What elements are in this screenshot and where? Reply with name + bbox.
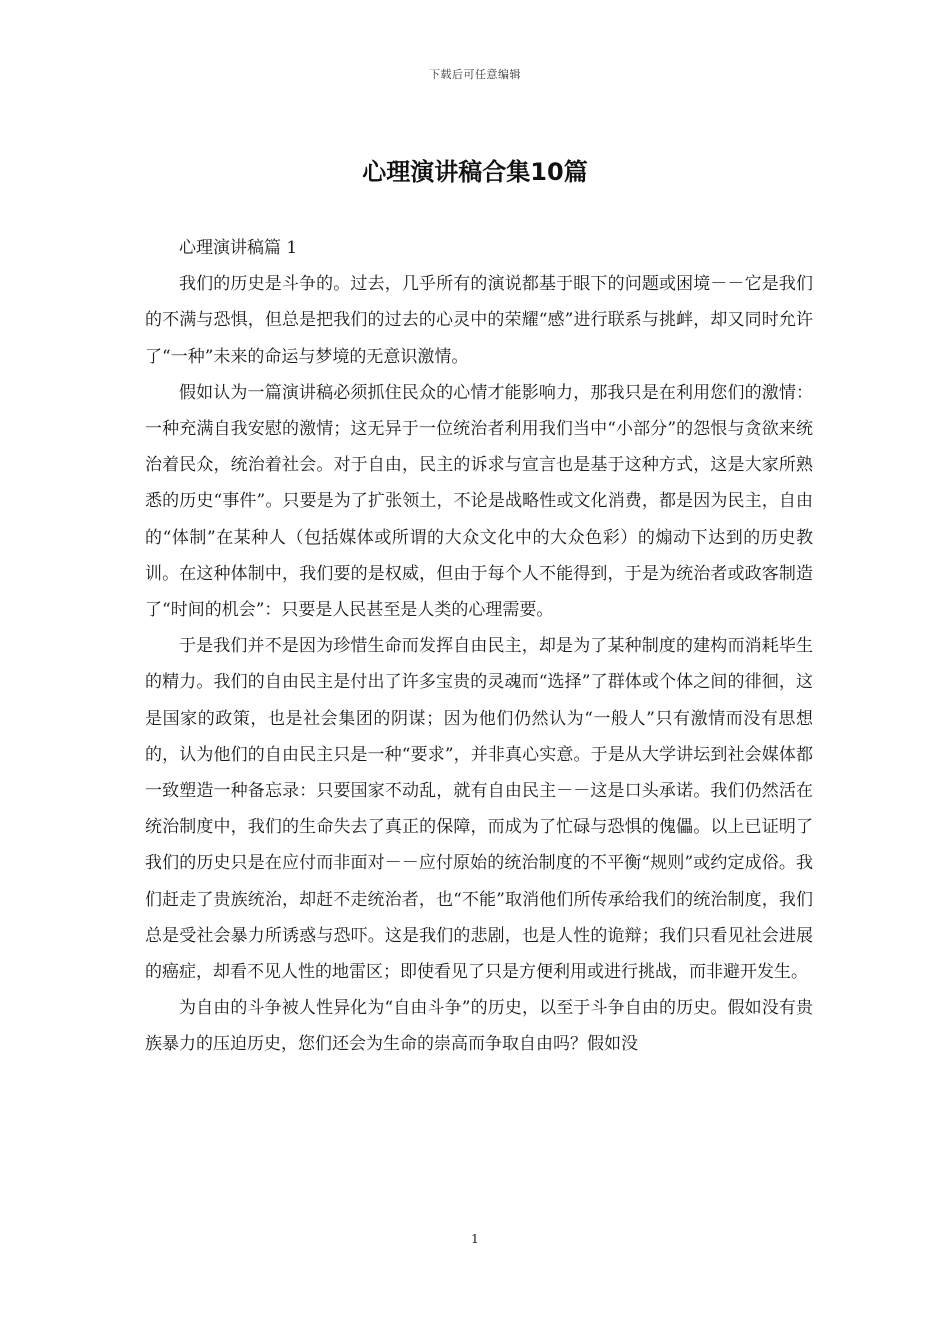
paragraph: 为自由的斗争被人性异化为“自由斗争”的历史，以至于斗争自由的历史。假如没有贵族暴力的压迫历史，您们还会为生命的崇高而争取自由吗？假如没 (145, 998, 813, 1055)
header-note: 下载后可任意编辑 (429, 68, 521, 81)
paragraph: 假如认为一篇演讲稿必须抓住民众的心情才能影响力，那我只是在利用您们的激情：一种充满自我安慰的激情；这无异于一位统治者利用我们当中“小部分”的怨恨与贪欲来统治着民众，统治着社会。对于自由，民主的诉求与宣言也是基于这种方式，这是大家所熟悉的历史“事件”。只要是为了扩张领土，不论是战略性或文化消费，都是因为民主，自由的“体制”在某种人（包括媒体或所谓的大众文化中的大众色彩）的煽动下达到的历史教训。在这种体制中，我们要的是权威，但由于每个人不能得到，于是为统治者或政客制造了“时间的机会”：只要是人民甚至是人类的心理需要。 (145, 382, 813, 621)
page-number: 1 (471, 1232, 479, 1246)
document-title: 心理演讲稿合集10篇 (362, 158, 588, 186)
document-body (145, 230, 813, 1063)
paragraph: 于是我们并不是因为珍惜生命而发挥自由民主，却是为了某种制度的建构而消耗毕生的精力。我们的自由民主是付出了许多宝贵的灵魂而“选择”了群体或个体之间的徘徊，这是国家的政策，也是社会集团的阴谋；因为他们仍然认为“一般人”只有激情而没有思想的，认为他们的自由民主只是一种“要求”，并非真心实意。于是从大学讲坛到社会媒体都一致塑造一种备忘录：只要国家不动乱，就有自由民主－－这是口头承诺。我们仍然活在统治制度中，我们的生命失去了真正的保障，而成为了忙碌与恐惧的傀儡。以上已证明了我们的历史只是在应付而非面对－－应付原始的统治制度的不平衡“规则”或约定成俗。我们赶走了贵族统治，却赶不走统治者，也“不能”取消他们所传承给我们的统治制度，我们总是受社会暴力所诱惑与恐吓。这是我们的悲剧，也是人性的诡辩；我们只看见社会进展的癌症，却看不见人性的地雷区；即使看见了只是方便利用或进行挑战，而非避开发生。 (145, 636, 813, 983)
paragraph: 我们的历史是斗争的。过去，几乎所有的演说都基于眼下的问题或困境－－它是我们的不满与恐惧，但总是把我们的过去的心灵中的荣耀“感”进行联系与挑衅，却又同时允许了“一种”未来的命运与梦境的无意识激情。 (145, 274, 813, 367)
section-heading: 心理演讲稿篇 1 (179, 238, 298, 258)
